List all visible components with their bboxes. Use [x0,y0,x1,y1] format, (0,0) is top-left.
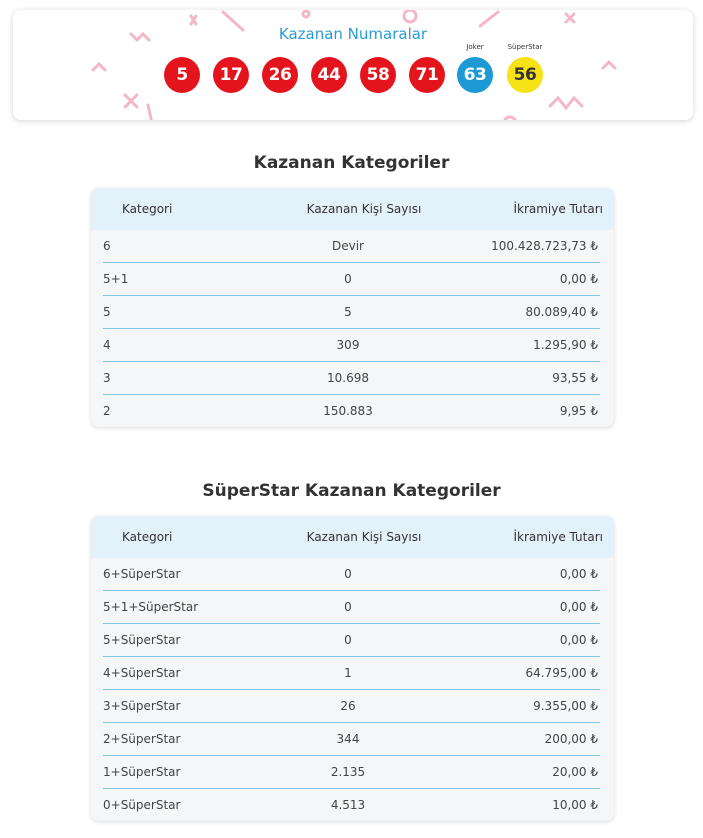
superstar-categories-table [91,516,614,821]
categories-title: Kazanan Kategoriler [253,153,450,173]
winners-cell: Devir [332,239,364,253]
prize-cell: 1.295,90 ₺ [533,338,598,352]
superstar-categories-title: SüperStar Kazanan Kategoriler [202,481,501,501]
winning-numbers-title: Kazanan Numaralar [278,25,428,43]
category-cell: 5+1+SüperStar [103,600,199,614]
prize-cell: 80.089,40 ₺ [525,305,598,319]
category-cell: 2+SüperStar [103,732,181,746]
table-header [91,516,614,558]
table-row [103,263,600,296]
prize-cell: 200,00 ₺ [544,732,598,746]
number-ball: 17 [213,57,249,93]
categories-table [91,188,614,427]
table-row [103,789,600,821]
table-row [103,362,600,395]
prize-cell: 9,95 ₺ [559,404,598,418]
category-cell: 4+SüperStar [103,666,181,680]
prize-cell: 64.795,00 ₺ [525,666,598,680]
superstar-label: SüperStar [507,43,543,51]
winners-cell: 309 [336,338,360,352]
number-ball: 71 [409,57,445,93]
winners-cell: 4.513 [330,798,366,812]
category-cell: 3 [103,371,111,385]
number-ball: 44 [311,57,347,93]
table-row [103,591,600,624]
table-row [103,723,600,756]
category-cell: 0+SüperStar [103,798,181,812]
category-cell: 5+SüperStar [103,633,181,647]
table-header [91,188,614,230]
winners-cell: 1 [344,666,352,680]
superstar-ball: 56 [507,57,543,93]
winners-cell: 0 [344,567,352,581]
number-ball: 5 [164,57,200,93]
header-category: Kategori [122,202,173,216]
category-cell: 3+SüperStar [103,699,181,713]
header-prize: İkramiye Tutarı [513,202,603,216]
prize-cell: 0,00 ₺ [559,633,598,647]
header-prize: İkramiye Tutarı [513,530,603,544]
table-row [103,395,600,427]
winners-cell: 5 [344,305,352,319]
header-winners: Kazanan Kişi Sayısı [306,202,422,216]
prize-cell: 0,00 ₺ [559,272,598,286]
prize-cell: 0,00 ₺ [559,600,598,614]
category-cell: 4 [103,338,111,352]
prize-cell: 10,00 ₺ [552,798,598,812]
header-category: Kategori [122,530,173,544]
category-cell: 6 [103,239,111,253]
prize-cell: 0,00 ₺ [559,567,598,581]
table-row [103,624,600,657]
prize-cell: 93,55 ₺ [552,371,598,385]
category-cell: 5 [103,305,111,319]
joker-label: Joker [466,43,484,51]
winners-cell: 344 [336,732,360,746]
table-row [103,230,600,263]
table-row [103,329,600,362]
winners-cell: 0 [344,633,352,647]
joker-ball: 63 [457,57,493,93]
number-ball: 26 [262,57,298,93]
winners-cell: 26 [340,699,356,713]
winners-cell: 0 [344,272,352,286]
number-ball: 58 [360,57,396,93]
table-row [103,657,600,690]
winning-numbers-card [13,10,693,120]
prize-cell: 100.428.723,73 ₺ [491,239,598,253]
winners-cell: 10.698 [327,371,369,385]
winners-cell: 2.135 [330,765,366,779]
table-row [103,296,600,329]
prize-cell: 20,00 ₺ [552,765,598,779]
category-cell: 2 [103,404,111,418]
category-cell: 1+SüperStar [103,765,181,779]
table-row [103,690,600,723]
category-cell: 6+SüperStar [103,567,181,581]
winners-cell: 0 [344,600,352,614]
winners-cell: 150.883 [323,404,373,418]
category-cell: 5+1 [103,272,129,286]
header-winners: Kazanan Kişi Sayısı [306,530,422,544]
prize-cell: 9.355,00 ₺ [533,699,598,713]
table-row [103,558,600,591]
table-row [103,756,600,789]
